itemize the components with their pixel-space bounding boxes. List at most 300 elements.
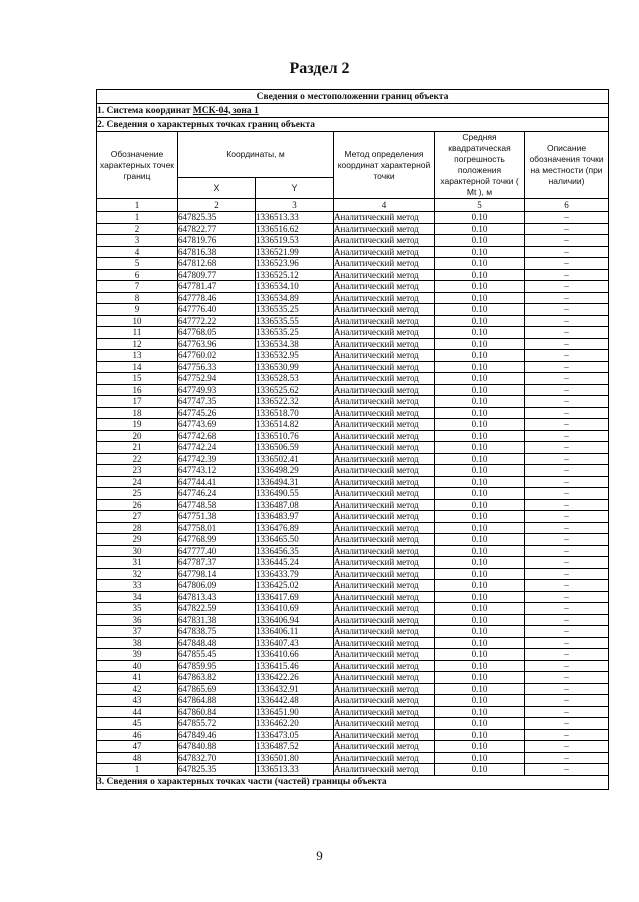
method: Аналитический метод (334, 534, 435, 546)
mt-value: 0.10 (435, 338, 525, 350)
coord-x: 647758.01 (178, 522, 256, 534)
point-number: 1 (97, 764, 178, 776)
table-row (97, 580, 609, 592)
coord-x: 647860.84 (178, 706, 256, 718)
table-row (97, 373, 609, 385)
point-number: 11 (97, 327, 178, 339)
description: – (525, 384, 609, 396)
description: – (525, 741, 609, 753)
coord-y: 1336410.66 (256, 649, 334, 661)
coord-x: 647848.48 (178, 637, 256, 649)
description: – (525, 476, 609, 488)
table-row (97, 269, 609, 281)
point-number: 32 (97, 568, 178, 580)
coord-x: 647787.37 (178, 557, 256, 569)
column-number: 3 (256, 199, 334, 212)
method: Аналитический метод (334, 695, 435, 707)
mt-value: 0.10 (435, 258, 525, 270)
point-number: 15 (97, 373, 178, 385)
description: – (525, 350, 609, 362)
coord-x: 647825.35 (178, 212, 256, 224)
description: – (525, 465, 609, 477)
section-title: Сведения о местоположении границ объекта (97, 90, 609, 104)
point-number: 48 (97, 752, 178, 764)
description: – (525, 603, 609, 615)
description: – (525, 235, 609, 247)
method: Аналитический метод (334, 281, 435, 293)
table-row (97, 764, 609, 776)
coord-x: 647751.38 (178, 511, 256, 523)
coord-y: 1336483.97 (256, 511, 334, 523)
coord-x: 647743.69 (178, 419, 256, 431)
point-number: 17 (97, 396, 178, 408)
column-number: 5 (435, 199, 525, 212)
table-row (97, 235, 609, 247)
mt-value: 0.10 (435, 534, 525, 546)
method: Аналитический метод (334, 338, 435, 350)
mt-value: 0.10 (435, 557, 525, 569)
table-row (97, 212, 609, 224)
coord-y: 1336473.05 (256, 729, 334, 741)
table-row (97, 338, 609, 350)
coord-y: 1336523.96 (256, 258, 334, 270)
description: – (525, 430, 609, 442)
mt-value: 0.10 (435, 752, 525, 764)
description: – (525, 223, 609, 235)
point-number: 8 (97, 292, 178, 304)
point-number: 21 (97, 442, 178, 454)
method: Аналитический метод (334, 499, 435, 511)
header-description: Описание обозначения точки на местности (при наличии) (525, 132, 609, 199)
description: – (525, 626, 609, 638)
coord-x: 647825.35 (178, 764, 256, 776)
table-row (97, 246, 609, 258)
description: – (525, 453, 609, 465)
method: Аналитический метод (334, 269, 435, 281)
point-number: 20 (97, 430, 178, 442)
coord-y: 1336476.89 (256, 522, 334, 534)
point-number: 25 (97, 488, 178, 500)
coord-y: 1336516.62 (256, 223, 334, 235)
point-number: 40 (97, 660, 178, 672)
coord-x: 647855.72 (178, 718, 256, 730)
point-number: 30 (97, 545, 178, 557)
column-number: 6 (525, 199, 609, 212)
description: – (525, 591, 609, 603)
coord-y: 1336442.48 (256, 695, 334, 707)
point-number: 6 (97, 269, 178, 281)
coord-y: 1336406.11 (256, 626, 334, 638)
coord-y: 1336528.53 (256, 373, 334, 385)
coord-y: 1336514.82 (256, 419, 334, 431)
table-row (97, 327, 609, 339)
description: – (525, 361, 609, 373)
mt-value: 0.10 (435, 683, 525, 695)
point-number: 4 (97, 246, 178, 258)
mt-value: 0.10 (435, 511, 525, 523)
point-number: 45 (97, 718, 178, 730)
method: Аналитический метод (334, 315, 435, 327)
mt-value: 0.10 (435, 235, 525, 247)
coord-y: 1336513.33 (256, 764, 334, 776)
description: – (525, 557, 609, 569)
method: Аналитический метод (334, 729, 435, 741)
mt-value: 0.10 (435, 499, 525, 511)
mt-value: 0.10 (435, 407, 525, 419)
coord-x: 647832.70 (178, 752, 256, 764)
coord-y: 1336519.53 (256, 235, 334, 247)
mt-value: 0.10 (435, 465, 525, 477)
coord-y: 1336406.94 (256, 614, 334, 626)
coord-y: 1336417.69 (256, 591, 334, 603)
description: – (525, 292, 609, 304)
coord-x: 647745.26 (178, 407, 256, 419)
coord-x: 647742.24 (178, 442, 256, 454)
coord-x: 647776.40 (178, 304, 256, 316)
section3-title: 3. Сведения о характерных точках части (частей) границы объекта (97, 775, 609, 789)
mt-value: 0.10 (435, 442, 525, 454)
table-row (97, 315, 609, 327)
method: Аналитический метод (334, 407, 435, 419)
mt-value: 0.10 (435, 580, 525, 592)
mt-value: 0.10 (435, 223, 525, 235)
mt-value: 0.10 (435, 430, 525, 442)
coord-x: 647855.45 (178, 649, 256, 661)
method: Аналитический метод (334, 235, 435, 247)
method: Аналитический метод (334, 430, 435, 442)
mt-value: 0.10 (435, 212, 525, 224)
coord-x: 647747.35 (178, 396, 256, 408)
mt-value: 0.10 (435, 476, 525, 488)
point-number: 13 (97, 350, 178, 362)
description: – (525, 396, 609, 408)
method: Аналитический метод (334, 718, 435, 730)
table-row (97, 614, 609, 626)
coord-y: 1336490.55 (256, 488, 334, 500)
table-row (97, 649, 609, 661)
coord-system-line (97, 104, 609, 118)
method: Аналитический метод (334, 419, 435, 431)
description: – (525, 683, 609, 695)
table-row (97, 396, 609, 408)
mt-value: 0.10 (435, 361, 525, 373)
method: Аналитический метод (334, 614, 435, 626)
coord-y: 1336415.46 (256, 660, 334, 672)
mt-value: 0.10 (435, 591, 525, 603)
point-number: 24 (97, 476, 178, 488)
mt-value: 0.10 (435, 729, 525, 741)
table-row (97, 384, 609, 396)
description: – (525, 373, 609, 385)
table-row (97, 603, 609, 615)
coord-x: 647865.69 (178, 683, 256, 695)
point-number: 1 (97, 212, 178, 224)
page-number: 9 (316, 848, 323, 863)
header-method: Метод определения координат характерной точки (334, 132, 435, 199)
coord-x: 647809.77 (178, 269, 256, 281)
method: Аналитический метод (334, 246, 435, 258)
point-number: 14 (97, 361, 178, 373)
mt-value: 0.10 (435, 568, 525, 580)
point-number: 31 (97, 557, 178, 569)
description: – (525, 488, 609, 500)
coord-x: 647816.38 (178, 246, 256, 258)
point-number: 9 (97, 304, 178, 316)
coord-x: 647838.75 (178, 626, 256, 638)
coord-y: 1336535.55 (256, 315, 334, 327)
mt-value: 0.10 (435, 741, 525, 753)
coord-y: 1336422.26 (256, 672, 334, 684)
coord-x: 647778.46 (178, 292, 256, 304)
coord-x: 647772.22 (178, 315, 256, 327)
description: – (525, 695, 609, 707)
coord-y: 1336534.89 (256, 292, 334, 304)
description: – (525, 338, 609, 350)
table-row (97, 522, 609, 534)
method: Аналитический метод (334, 660, 435, 672)
header-error: Средняя квадратическая погрешность положения характерной точки ( Mt ), м (435, 132, 525, 199)
description: – (525, 511, 609, 523)
point-number: 16 (97, 384, 178, 396)
coord-x: 647749.93 (178, 384, 256, 396)
point-number: 5 (97, 258, 178, 270)
coord-y: 1336445.24 (256, 557, 334, 569)
point-number: 26 (97, 499, 178, 511)
method: Аналитический метод (334, 327, 435, 339)
method: Аналитический метод (334, 465, 435, 477)
coord-y: 1336521.99 (256, 246, 334, 258)
mt-value: 0.10 (435, 292, 525, 304)
point-number: 18 (97, 407, 178, 419)
table-row (97, 545, 609, 557)
method: Аналитический метод (334, 292, 435, 304)
method: Аналитический метод (334, 752, 435, 764)
mt-value: 0.10 (435, 315, 525, 327)
coord-x: 647863.82 (178, 672, 256, 684)
description: – (525, 304, 609, 316)
description: – (525, 729, 609, 741)
point-number: 29 (97, 534, 178, 546)
coord-x: 647763.96 (178, 338, 256, 350)
coord-y: 1336534.10 (256, 281, 334, 293)
coord-y: 1336510.76 (256, 430, 334, 442)
table-row (97, 488, 609, 500)
mt-value: 0.10 (435, 672, 525, 684)
table-row (97, 442, 609, 454)
coord-x: 647742.68 (178, 430, 256, 442)
description: – (525, 649, 609, 661)
point-number: 34 (97, 591, 178, 603)
table-row (97, 752, 609, 764)
table-row (97, 361, 609, 373)
coord-y: 1336525.62 (256, 384, 334, 396)
method: Аналитический метод (334, 476, 435, 488)
point-number: 42 (97, 683, 178, 695)
mt-value: 0.10 (435, 706, 525, 718)
coord-x: 647822.77 (178, 223, 256, 235)
method: Аналитический метод (334, 683, 435, 695)
mt-value: 0.10 (435, 453, 525, 465)
table-row (97, 591, 609, 603)
method: Аналитический метод (334, 212, 435, 224)
coord-y: 1336530.99 (256, 361, 334, 373)
description: – (525, 246, 609, 258)
mt-value: 0.10 (435, 626, 525, 638)
column-number: 2 (178, 199, 256, 212)
mt-value: 0.10 (435, 695, 525, 707)
point-number: 44 (97, 706, 178, 718)
coord-x: 647752.94 (178, 373, 256, 385)
point-number: 37 (97, 626, 178, 638)
table-row (97, 534, 609, 546)
description: – (525, 442, 609, 454)
description: – (525, 407, 609, 419)
coord-y: 1336506.59 (256, 442, 334, 454)
coord-y: 1336532.95 (256, 350, 334, 362)
table-row (97, 626, 609, 638)
point-number: 12 (97, 338, 178, 350)
description: – (525, 327, 609, 339)
coord-x: 647777.40 (178, 545, 256, 557)
coord-y: 1336410.69 (256, 603, 334, 615)
header-coordinates: Координаты, м (178, 132, 334, 178)
table-row (97, 706, 609, 718)
header-y: Y (256, 178, 334, 199)
description: – (525, 614, 609, 626)
description: – (525, 545, 609, 557)
method: Аналитический метод (334, 384, 435, 396)
coord-y: 1336498.29 (256, 465, 334, 477)
method: Аналитический метод (334, 649, 435, 661)
coord-y: 1336522.32 (256, 396, 334, 408)
boundary-table (96, 89, 609, 790)
description: – (525, 281, 609, 293)
coord-x: 647812.68 (178, 258, 256, 270)
method: Аналитический метод (334, 603, 435, 615)
coord-x: 647768.99 (178, 534, 256, 546)
mt-value: 0.10 (435, 649, 525, 661)
mt-value: 0.10 (435, 304, 525, 316)
coord-x: 647798.14 (178, 568, 256, 580)
coord-x: 647748.58 (178, 499, 256, 511)
description: – (525, 752, 609, 764)
coord-y: 1336425.02 (256, 580, 334, 592)
coord-y: 1336502.41 (256, 453, 334, 465)
point-number: 35 (97, 603, 178, 615)
coord-x: 647742.39 (178, 453, 256, 465)
table-row (97, 741, 609, 753)
mt-value: 0.10 (435, 637, 525, 649)
table-row (97, 258, 609, 270)
mt-value: 0.10 (435, 281, 525, 293)
method: Аналитический метод (334, 488, 435, 500)
mt-value: 0.10 (435, 614, 525, 626)
coord-y: 1336433.79 (256, 568, 334, 580)
point-number: 33 (97, 580, 178, 592)
point-number: 2 (97, 223, 178, 235)
coord-x: 647864.88 (178, 695, 256, 707)
method: Аналитический метод (334, 373, 435, 385)
coord-x: 647760.02 (178, 350, 256, 362)
mt-value: 0.10 (435, 269, 525, 281)
method: Аналитический метод (334, 741, 435, 753)
coord-y: 1336525.12 (256, 269, 334, 281)
description: – (525, 764, 609, 776)
mt-value: 0.10 (435, 384, 525, 396)
coord-system-value: МСК-04, зона 1 (192, 105, 259, 116)
mt-value: 0.10 (435, 350, 525, 362)
coord-y: 1336462.20 (256, 718, 334, 730)
point-number: 27 (97, 511, 178, 523)
coord-y: 1336451.90 (256, 706, 334, 718)
method: Аналитический метод (334, 706, 435, 718)
description: – (525, 499, 609, 511)
point-number: 36 (97, 614, 178, 626)
table-row (97, 419, 609, 431)
mt-value: 0.10 (435, 718, 525, 730)
mt-value: 0.10 (435, 660, 525, 672)
table-row (97, 223, 609, 235)
point-number: 43 (97, 695, 178, 707)
mt-value: 0.10 (435, 419, 525, 431)
coord-x: 647840.88 (178, 741, 256, 753)
coord-y: 1336535.25 (256, 304, 334, 316)
point-number: 7 (97, 281, 178, 293)
coord-x: 647859.95 (178, 660, 256, 672)
description: – (525, 534, 609, 546)
description: – (525, 212, 609, 224)
mt-value: 0.10 (435, 246, 525, 258)
point-number: 39 (97, 649, 178, 661)
coord-y: 1336535.25 (256, 327, 334, 339)
point-number: 28 (97, 522, 178, 534)
description: – (525, 568, 609, 580)
method: Аналитический метод (334, 764, 435, 776)
point-number: 46 (97, 729, 178, 741)
table-row (97, 292, 609, 304)
description: – (525, 522, 609, 534)
mt-value: 0.10 (435, 603, 525, 615)
table-row (97, 672, 609, 684)
coord-x: 647813.43 (178, 591, 256, 603)
table-row (97, 499, 609, 511)
point-number: 41 (97, 672, 178, 684)
point-number: 19 (97, 419, 178, 431)
description: – (525, 672, 609, 684)
mt-value: 0.10 (435, 488, 525, 500)
mt-value: 0.10 (435, 396, 525, 408)
coord-x: 647781.47 (178, 281, 256, 293)
mt-value: 0.10 (435, 327, 525, 339)
point-number: 10 (97, 315, 178, 327)
coord-y: 1336456.35 (256, 545, 334, 557)
coord-x: 647744.41 (178, 476, 256, 488)
table-row (97, 476, 609, 488)
coord-y: 1336487.08 (256, 499, 334, 511)
coord-x: 647831.38 (178, 614, 256, 626)
table-row (97, 453, 609, 465)
description: – (525, 258, 609, 270)
description: – (525, 637, 609, 649)
method: Аналитический метод (334, 568, 435, 580)
table-row (97, 281, 609, 293)
description: – (525, 269, 609, 281)
method: Аналитический метод (334, 361, 435, 373)
method: Аналитический метод (334, 350, 435, 362)
table-row (97, 350, 609, 362)
coord-x: 647746.24 (178, 488, 256, 500)
method: Аналитический метод (334, 304, 435, 316)
